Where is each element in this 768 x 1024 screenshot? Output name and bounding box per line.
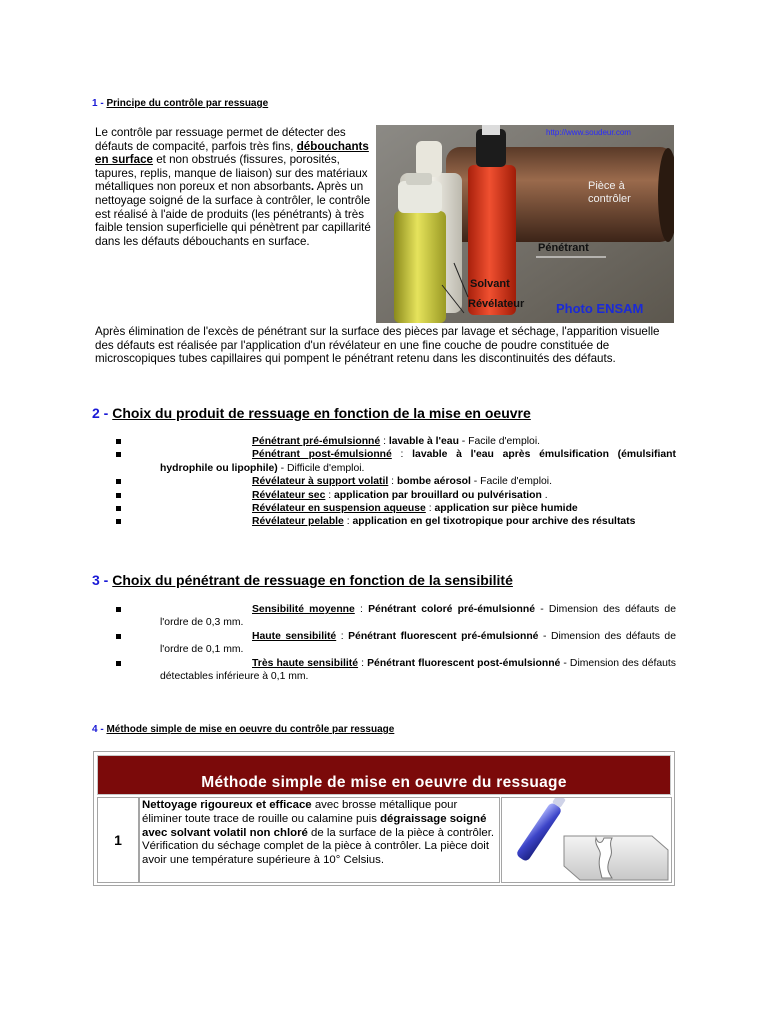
test-part-icon	[564, 836, 668, 880]
photo-label-piece-line-2: contrôler	[588, 193, 631, 205]
list-item	[116, 448, 676, 475]
item-key: Révélateur en suspension aqueuse	[252, 503, 426, 515]
step-number-cell	[97, 797, 139, 883]
bullet-icon	[116, 452, 121, 457]
item-key: Haute sensibilité	[252, 630, 337, 642]
item-key: Sensibilité moyenne	[252, 604, 355, 615]
item-rest: .	[541, 489, 548, 501]
list-item	[116, 603, 676, 630]
bullet-icon	[116, 439, 121, 444]
section-3-number: 3	[92, 572, 100, 588]
item-strong: lavable à l'eau après émulsification (émulsifiant hydrophile ou lipophile)	[160, 449, 676, 474]
list-item	[116, 475, 676, 488]
section-3-title: Choix du pénétrant de ressuage en fonction de la sensibilité	[112, 572, 513, 588]
item-strong: application par brouillard ou pulvérisation	[334, 489, 542, 501]
item-strong: application en gel tixotropique pour archive des résultats	[352, 516, 636, 528]
intro-paragraph	[95, 126, 375, 248]
section-4-number: 4	[92, 724, 98, 735]
item-sep: :	[343, 516, 353, 528]
list-item	[116, 502, 676, 515]
photo-credit: Photo ENSAM	[556, 301, 644, 316]
section-4-title: Méthode simple de mise en oeuvre du contrôle par ressuage	[106, 724, 395, 735]
photo-label-revelateur: Révélateur	[468, 298, 525, 310]
item-strong: bombe aérosol	[396, 476, 471, 488]
product-photo	[376, 125, 674, 323]
section-2-separator: -	[99, 405, 113, 421]
intro-text-a: Le contrôle par ressuage permet de détecter des défauts de compacité, parfois très fins,	[95, 126, 346, 153]
bullet-icon	[116, 607, 121, 612]
spray-can-and-part-illustration	[502, 798, 671, 882]
section-1-separator: -	[97, 98, 107, 109]
photo-label-solvant: Solvant	[470, 278, 510, 290]
product-photo-illustration	[376, 125, 674, 323]
section-1-number: 1	[92, 98, 98, 109]
item-rest: - Facile d'emploi.	[470, 476, 552, 488]
intro-text-c: Après un nettoyage soigné de la surface à contrôler, le contrôle est réalisé à l'aide de produits (les pénétrants) à très faible tension superficielle qui pénètrent par capillarité dans les défauts débouchants en surface.	[95, 180, 371, 248]
method-table-header	[97, 755, 671, 795]
item-sep: :	[336, 630, 349, 642]
item-sep: :	[380, 436, 389, 447]
item-sep: :	[391, 449, 413, 461]
section-4-heading	[92, 724, 394, 735]
section-3-heading	[92, 572, 513, 588]
item-key: Révélateur à support volatil	[252, 476, 389, 488]
spray-can-icon	[515, 798, 566, 862]
photo-label-penetrant: Pénétrant	[538, 242, 589, 254]
item-key: Très haute sensibilité	[252, 657, 359, 669]
step-bold-2: dégraissage soigné avec solvant volatil non chloré	[142, 812, 487, 839]
method-table	[93, 751, 675, 886]
item-strong: application sur pièce humide	[434, 503, 578, 515]
item-sep: :	[388, 476, 397, 488]
item-sep: :	[325, 489, 335, 501]
section-3-separator: -	[99, 572, 113, 588]
item-rest: - Difficile d'emploi.	[277, 462, 365, 474]
bullet-icon	[116, 479, 121, 484]
list-item	[116, 657, 676, 684]
photo-label-piece	[588, 180, 631, 205]
bullet-icon	[116, 634, 121, 639]
item-strong: lavable à l'eau	[388, 436, 459, 447]
item-strong: Pénétrant fluorescent pré-émulsionné	[348, 630, 539, 642]
step-text-1: avec brosse métallique pour éliminer toute trace de rouille ou calamine puis	[142, 799, 458, 825]
section-2-number: 2	[92, 405, 100, 421]
item-rest: - Dimension des défauts de l'ordre de 0,3 mm.	[160, 604, 676, 629]
step-text-2: de la surface de la pièce à contrôler. Vérification du séchage complet de la pièce à contrôler. La pièce doit avoir une température supérieure à 10° Celsius.	[142, 826, 495, 867]
step-bold-1: Nettoyage rigoureux et efficace	[142, 799, 312, 811]
item-strong: Pénétrant coloré pré-émulsionné	[368, 604, 535, 615]
photo-url: http://www.soudeur.com	[546, 128, 631, 137]
list-item	[116, 630, 676, 657]
list-item	[116, 515, 676, 528]
item-key: Pénétrant pré-émulsionné	[252, 436, 381, 447]
bullet-icon	[116, 519, 121, 524]
step-number: 1	[114, 832, 122, 848]
photo-label-piece-line-1: Pièce à	[588, 180, 625, 192]
section-2-heading	[92, 405, 531, 421]
section-1-title: Principe du contrôle par ressuage	[106, 98, 269, 109]
list-item	[116, 435, 676, 448]
section-4-separator: -	[97, 724, 107, 735]
bullet-icon	[116, 493, 121, 498]
item-key: Révélateur sec	[252, 489, 326, 501]
item-rest: - Dimension des défauts de l'ordre de 0,1 mm.	[160, 630, 676, 656]
product-choice-list	[116, 435, 676, 529]
revealer-paragraph: Après élimination de l'excès de pénétrant sur la surface des pièces par lavage et séchage, l'apparition visuelle des défauts est réalisée par l'application d'un révélateur en une fine couche de poudre constituée de microscopiques tubes capillaires qui pompent le pénétrant retenu dans les discontinuités des défauts.	[95, 325, 660, 366]
list-item	[116, 489, 676, 502]
section-2-title: Choix du produit de ressuage en fonction de la mise en oeuvre	[112, 405, 531, 421]
item-sep: :	[425, 503, 435, 515]
intro-dot: .	[310, 180, 315, 194]
bullet-icon	[116, 506, 121, 511]
sensitivity-list	[116, 603, 676, 683]
item-strong: Pénétrant fluorescent post-émulsionné	[367, 657, 561, 669]
intro-bold-term: débouchants en surface	[95, 139, 369, 167]
section-1-heading	[92, 98, 268, 109]
item-sep: :	[354, 604, 369, 615]
item-rest: - Facile d'emploi.	[458, 436, 541, 447]
item-key: Pénétrant post-émulsionné	[252, 449, 392, 461]
method-table-title: Méthode simple de mise en oeuvre du ressuage	[201, 774, 567, 791]
item-rest: - Dimension des défauts détectables inférieure à 0,1 mm.	[160, 657, 677, 683]
intro-text-b: et non obstrués (fissures, porosités, tapures, replis, manque de liaison) sur des matériaux métalliques non poreux et non absorbants	[95, 153, 368, 194]
item-sep: :	[358, 657, 368, 669]
item-key: Révélateur pelable	[252, 516, 344, 528]
step-illustration-cell	[501, 797, 672, 883]
bullet-icon	[116, 661, 121, 666]
step-description-cell	[139, 797, 500, 883]
